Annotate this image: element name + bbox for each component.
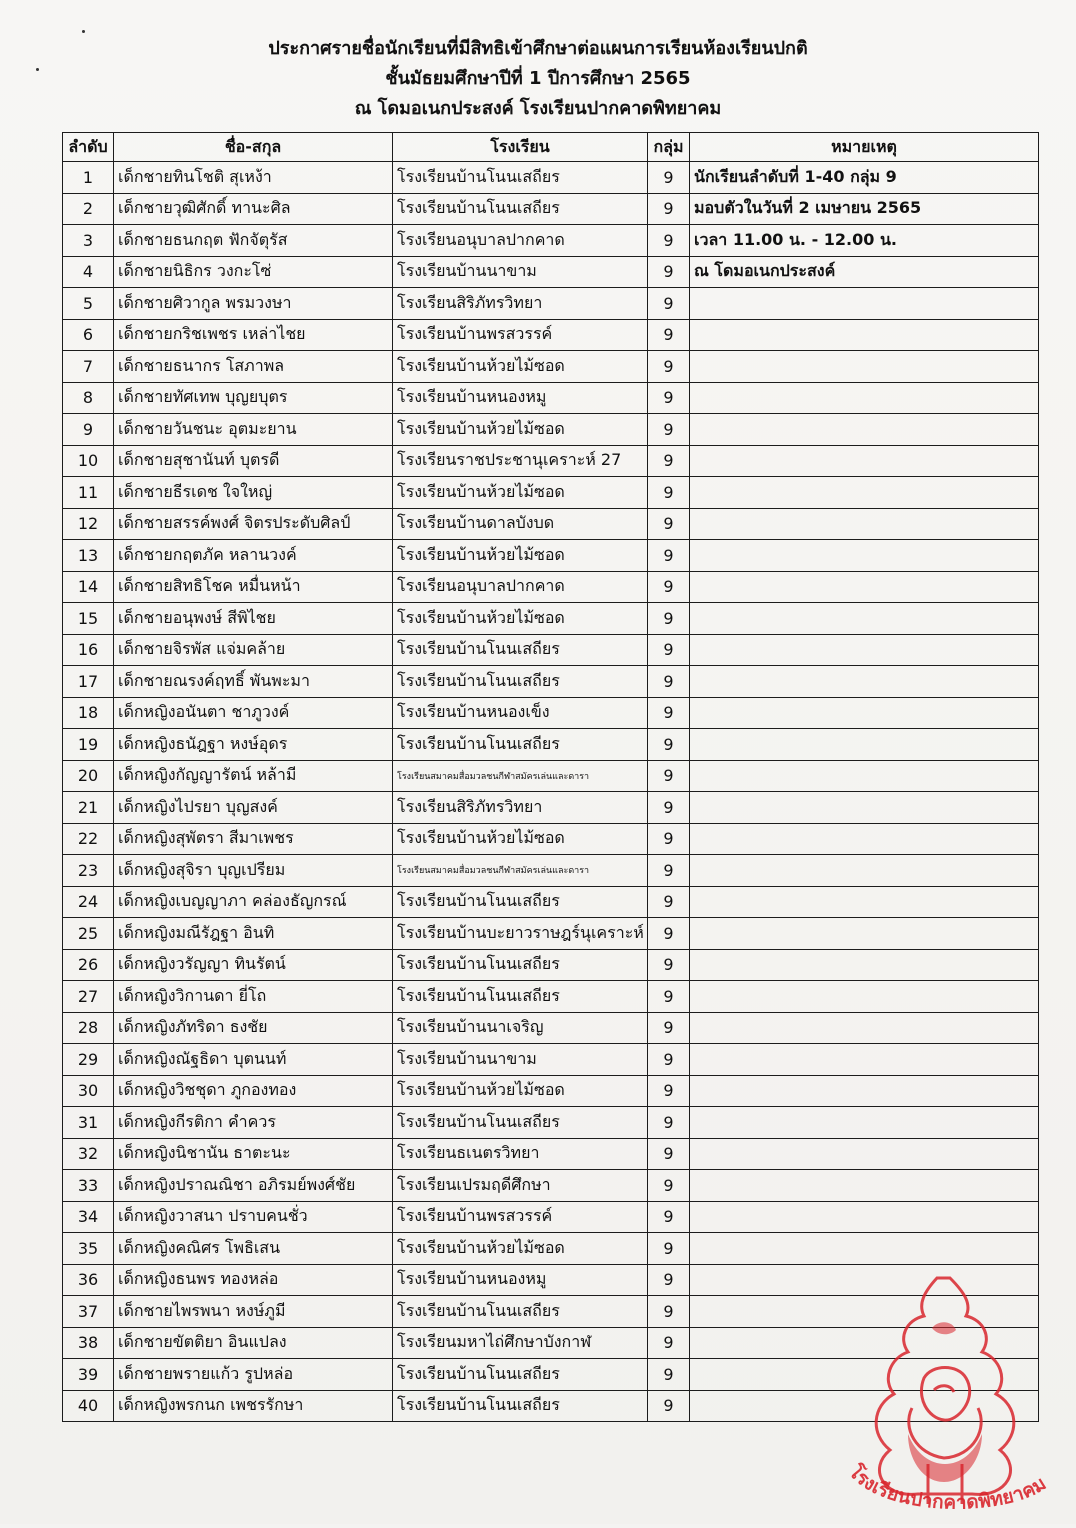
cell-school: โรงเรียนบ้านโนนเสถียร [393,1359,648,1391]
cell-school: โรงเรียนบ้านพรสวรรค์ [393,319,648,351]
cell-student-name: เด็กหญิงเบญญาภา คล่องธัญกรณ์ [114,886,393,918]
cell-student-name: เด็กหญิงธนัฎฐา หงษ์อุดร [114,729,393,761]
cell-student-name: เด็กหญิงปราณณิชา อภิรมย์พงศ์ชัย [114,1170,393,1202]
cell-group: 9 [648,1327,690,1359]
cell-group: 9 [648,477,690,509]
table-row [63,1044,1039,1076]
cell-number: 32 [63,1138,114,1170]
table-row [63,792,1039,824]
cell-group: 9 [648,634,690,666]
cell-number: 17 [63,666,114,698]
cell-number: 12 [63,508,114,540]
cell-note: ณ โดมอเนกประสงค์ [690,256,1039,288]
cell-number: 18 [63,697,114,729]
cell-number: 20 [63,760,114,792]
cell-school: โรงเรียนธเนตรวิทยา [393,1138,648,1170]
cell-number: 25 [63,918,114,950]
cell-student-name: เด็กชายธนากร โสภาพล [114,351,393,383]
cell-number: 6 [63,319,114,351]
cell-school: โรงเรียนอนุบาลปากคาด [393,571,648,603]
cell-number: 16 [63,634,114,666]
cell-group: 9 [648,445,690,477]
cell-school: โรงเรียนบ้านนาเจริญ [393,1012,648,1044]
cell-note [690,603,1039,635]
cell-note [690,855,1039,887]
cell-student-name: เด็กชายขัตติยา อินแปลง [114,1327,393,1359]
table-body [63,162,1039,1422]
table-row [63,319,1039,351]
cell-number: 29 [63,1044,114,1076]
cell-note [690,571,1039,603]
cell-number: 30 [63,1075,114,1107]
header-location: ณ โดมอเนกประสงค์ โรงเรียนปากคาดพิทยาคม [354,98,722,119]
cell-school: โรงเรียนบ้านโนนเสถียร [393,981,648,1013]
table-row [63,477,1039,509]
cell-note [690,445,1039,477]
table-row [63,1012,1039,1044]
cell-school: โรงเรียนบ้านโนนเสถียร [393,1390,648,1422]
cell-group: 9 [648,351,690,383]
cell-note [690,949,1039,981]
cell-group: 9 [648,603,690,635]
cell-note [690,634,1039,666]
cell-note [690,1327,1039,1359]
cell-note [690,508,1039,540]
table-row [63,729,1039,761]
cell-number: 33 [63,1170,114,1202]
cell-student-name: เด็กหญิงวาสนา ปราบคนชั่ว [114,1201,393,1233]
cell-group: 9 [648,540,690,572]
cell-group: 9 [648,382,690,414]
column-header-note: หมายเหตุ [690,133,1039,162]
cell-school: โรงเรียนบ้านโนนเสถียร [393,666,648,698]
cell-note: มอบตัวในวันที่ 2 เมษายน 2565 [690,193,1039,225]
cell-group: 9 [648,697,690,729]
table-row [63,1201,1039,1233]
cell-school: โรงเรียนบ้านหนองเข็ง [393,697,648,729]
cell-student-name: เด็กหญิงวิชชุดา ภูกองทอง [114,1075,393,1107]
cell-number: 3 [63,225,114,257]
cell-student-name: เด็กชายกฤตภัค หลานวงค์ [114,540,393,572]
column-header-school: โรงเรียน [393,133,648,162]
header-title: ประกาศรายชื่อนักเรียนที่มีสิทธิเข้าศึกษาต่อแผนการเรียนห้องเรียนปกติ [268,38,808,59]
cell-school: โรงเรียนบ้านหนองหมู [393,1264,648,1296]
cell-number: 36 [63,1264,114,1296]
cell-school: โรงเรียนบ้านห้วยไม้ซอด [393,540,648,572]
cell-school: โรงเรียนบ้านห้วยไม้ซอด [393,1075,648,1107]
cell-school: โรงเรียนบ้านโนนเสถียร [393,634,648,666]
table-row [63,414,1039,446]
cell-note [690,1201,1039,1233]
cell-number: 9 [63,414,114,446]
cell-student-name: เด็กชายศิวากูล พรมวงษา [114,288,393,320]
cell-note [690,1359,1039,1391]
cell-school: โรงเรียนบ้านโนนเสถียร [393,729,648,761]
cell-student-name: เด็กหญิงวิกานดา ยี่โถ [114,981,393,1013]
cell-group: 9 [648,949,690,981]
cell-number: 27 [63,981,114,1013]
cell-group: 9 [648,256,690,288]
cell-note [690,1012,1039,1044]
cell-note [690,1107,1039,1139]
cell-group: 9 [648,1233,690,1265]
cell-student-name: เด็กหญิงพรกนก เพชรรักษา [114,1390,393,1422]
cell-number: 15 [63,603,114,635]
cell-student-name: เด็กหญิงสุจิรา บุญเปรียม [114,855,393,887]
cell-student-name: เด็กหญิงกีรติกา คำควร [114,1107,393,1139]
cell-student-name: เด็กหญิงคณิศร โพธิเสน [114,1233,393,1265]
cell-note [690,414,1039,446]
cell-note [690,792,1039,824]
table-row [63,1138,1039,1170]
announcement-header [0,34,1076,124]
cell-number: 14 [63,571,114,603]
cell-note [690,288,1039,320]
cell-school: โรงเรียนบ้านโนนเสถียร [393,1296,648,1328]
cell-group: 9 [648,666,690,698]
cell-number: 40 [63,1390,114,1422]
cell-group: 9 [648,162,690,194]
cell-group: 9 [648,225,690,257]
cell-group: 9 [648,1201,690,1233]
cell-number: 21 [63,792,114,824]
table-row [63,351,1039,383]
cell-school: โรงเรียนบ้านบะยาวราษฎร์นุเคราะห์ [393,918,648,950]
cell-number: 34 [63,1201,114,1233]
cell-number: 37 [63,1296,114,1328]
cell-group: 9 [648,1107,690,1139]
cell-number: 8 [63,382,114,414]
cell-group: 9 [648,823,690,855]
cell-school: โรงเรียนบ้านโนนเสถียร [393,949,648,981]
table-row [63,1264,1039,1296]
cell-student-name: เด็กชายสิทธิโชค หมื่นหน้า [114,571,393,603]
cell-school: โรงเรียนบ้านห้วยไม้ซอด [393,603,648,635]
cell-student-name: เด็กชายไพรพนา หงษ์ภูมี [114,1296,393,1328]
table-row [63,540,1039,572]
table-row [63,382,1039,414]
cell-school: โรงเรียนบ้านโนนเสถียร [393,162,648,194]
cell-note [690,382,1039,414]
cell-note [690,666,1039,698]
table-row [63,855,1039,887]
cell-student-name: เด็กชายทัศเทพ บุญยบุตร [114,382,393,414]
cell-school: โรงเรียนบ้านหนองหมู [393,382,648,414]
cell-note [690,697,1039,729]
cell-group: 9 [648,855,690,887]
cell-student-name: เด็กชายวุฒิศักดิ์ ทานะศิล [114,193,393,225]
cell-group: 9 [648,1138,690,1170]
cell-group: 9 [648,1170,690,1202]
table-row [63,823,1039,855]
cell-note [690,981,1039,1013]
cell-group: 9 [648,319,690,351]
cell-student-name: เด็กชายธนกฤต ฟักจัตุรัส [114,225,393,257]
cell-number: 2 [63,193,114,225]
cell-group: 9 [648,886,690,918]
table-row [63,1075,1039,1107]
cell-number: 38 [63,1327,114,1359]
cell-student-name: เด็กหญิงสุพัตรา สีมาเพชร [114,823,393,855]
cell-group: 9 [648,760,690,792]
cell-student-name: เด็กชายสุชานันท์ บุตรดี [114,445,393,477]
cell-number: 10 [63,445,114,477]
table-row [63,949,1039,981]
cell-student-name: เด็กหญิงวรัญญา ทินรัตน์ [114,949,393,981]
column-header-name: ชื่อ-สกุล [114,133,393,162]
cell-student-name: เด็กหญิงไปรยา บุญสงค์ [114,792,393,824]
table-row [63,634,1039,666]
table-row [63,886,1039,918]
cell-school: โรงเรียนสิริภัทรวิทยา [393,288,648,320]
cell-note [690,886,1039,918]
stamp-text: โรงเรียนปากคาดพิทยาคม [844,1461,1051,1514]
cell-note [690,823,1039,855]
cell-school: โรงเรียนบ้านห้วยไม้ซอด [393,414,648,446]
table-row [63,1296,1039,1328]
cell-school: โรงเรียนบ้านห้วยไม้ซอด [393,477,648,509]
cell-note [690,1296,1039,1328]
cell-school: โรงเรียนอนุบาลปากคาด [393,225,648,257]
cell-number: 19 [63,729,114,761]
cell-student-name: เด็กชายกริชเพชร เหล่าไชย [114,319,393,351]
cell-note: เวลา 11.00 น. - 12.00 น. [690,225,1039,257]
cell-number: 26 [63,949,114,981]
table-row [63,225,1039,257]
table-row [63,445,1039,477]
cell-number: 11 [63,477,114,509]
table-row [63,666,1039,698]
cell-student-name: เด็กหญิงกัญญารัตน์ หล้ามี [114,760,393,792]
cell-group: 9 [648,981,690,1013]
cell-school: โรงเรียนราชประชานุเคราะห์ 27 [393,445,648,477]
cell-school: โรงเรียนสมาคมสื่อมวลชนกีฬาสมัครเล่นและดารา [393,855,648,887]
table-row [63,1327,1039,1359]
table-row [63,981,1039,1013]
cell-student-name: เด็กชายอนุพงษ์ สีพิไชย [114,603,393,635]
table-row [63,571,1039,603]
student-roster-table [62,132,1039,1422]
column-header-group: กลุ่ม [648,133,690,162]
cell-student-name: เด็กหญิงภัทริดา ธงชัย [114,1012,393,1044]
cell-note [690,1390,1039,1422]
table-row [63,1233,1039,1265]
cell-number: 13 [63,540,114,572]
table-row [63,1359,1039,1391]
cell-note [690,1075,1039,1107]
table-row [63,193,1039,225]
cell-note [690,319,1039,351]
cell-school: โรงเรียนบ้านโนนเสถียร [393,193,648,225]
header-grade-year: ชั้นมัธยมศึกษาปีที่ 1 ปีการศึกษา 2565 [385,68,691,89]
table-row [63,256,1039,288]
cell-number: 1 [63,162,114,194]
cell-number: 22 [63,823,114,855]
cell-group: 9 [648,508,690,540]
cell-school: โรงเรียนบ้านโนนเสถียร [393,1107,648,1139]
table-row [63,288,1039,320]
cell-school: โรงเรียนสิริภัทรวิทยา [393,792,648,824]
cell-group: 9 [648,792,690,824]
cell-number: 23 [63,855,114,887]
cell-school: โรงเรียนบ้านดาลบังบด [393,508,648,540]
cell-number: 39 [63,1359,114,1391]
cell-student-name: เด็กหญิงณัฐธิดา บุตนนท์ [114,1044,393,1076]
cell-note [690,1170,1039,1202]
table-row [63,1107,1039,1139]
cell-student-name: เด็กชายพรายแก้ว รูปหล่อ [114,1359,393,1391]
cell-group: 9 [648,571,690,603]
cell-number: 7 [63,351,114,383]
table-row [63,603,1039,635]
ink-dot [82,30,85,33]
cell-student-name: เด็กชายสรรค์พงศ์ จิตรประดับศิลป์ [114,508,393,540]
cell-school: โรงเรียนบ้านนาขาม [393,256,648,288]
cell-note [690,760,1039,792]
cell-group: 9 [648,1390,690,1422]
cell-student-name: เด็กชายจิรพัส แจ่มคล้าย [114,634,393,666]
cell-group: 9 [648,193,690,225]
cell-student-name: เด็กหญิงนิชานัน ธาตะนะ [114,1138,393,1170]
cell-note [690,729,1039,761]
cell-number: 31 [63,1107,114,1139]
cell-group: 9 [648,1264,690,1296]
cell-note [690,351,1039,383]
table-row [63,1390,1039,1422]
cell-group: 9 [648,288,690,320]
cell-number: 35 [63,1233,114,1265]
cell-group: 9 [648,1359,690,1391]
table-header-row [63,133,1039,162]
cell-group: 9 [648,729,690,761]
cell-number: 28 [63,1012,114,1044]
cell-student-name: เด็กหญิงธนพร ทองหล่อ [114,1264,393,1296]
cell-school: โรงเรียนบ้านห้วยไม้ซอด [393,351,648,383]
cell-school: โรงเรียนบ้านห้วยไม้ซอด [393,1233,648,1265]
cell-note [690,1138,1039,1170]
column-header-number: ลำดับ [63,133,114,162]
cell-student-name: เด็กชายณรงค์ฤทธิ์ พันพะมา [114,666,393,698]
cell-note [690,1044,1039,1076]
cell-group: 9 [648,1296,690,1328]
cell-note: นักเรียนลำดับที่ 1-40 กลุ่ม 9 [690,162,1039,194]
table-row [63,918,1039,950]
cell-group: 9 [648,1075,690,1107]
cell-number: 24 [63,886,114,918]
cell-school: โรงเรียนบ้านห้วยไม้ซอด [393,823,648,855]
cell-group: 9 [648,414,690,446]
cell-student-name: เด็กหญิงมณีรัฎฐา อินทิ [114,918,393,950]
cell-student-name: เด็กชายวันชนะ อุตมะยาน [114,414,393,446]
table-row [63,760,1039,792]
cell-note [690,1264,1039,1296]
cell-school: โรงเรียนบ้านโนนเสถียร [393,886,648,918]
cell-note [690,918,1039,950]
cell-school: โรงเรียนบ้านพรสวรรค์ [393,1201,648,1233]
cell-student-name: เด็กชายทินโชติ สุเหง้า [114,162,393,194]
cell-note [690,477,1039,509]
cell-group: 9 [648,918,690,950]
cell-student-name: เด็กชายธีรเดช ใจใหญ่ [114,477,393,509]
cell-student-name: เด็กหญิงอนันตา ชาภูวงค์ [114,697,393,729]
cell-school: โรงเรียนบ้านนาขาม [393,1044,648,1076]
cell-school: โรงเรียนสมาคมสื่อมวลชนกีฬาสมัครเล่นและดารา [393,760,648,792]
cell-student-name: เด็กชายนิธิกร วงกะโซ่ [114,256,393,288]
cell-number: 5 [63,288,114,320]
table-row [63,508,1039,540]
table-row [63,162,1039,194]
table-row [63,697,1039,729]
cell-school: โรงเรียนเปรมฤดีศึกษา [393,1170,648,1202]
cell-group: 9 [648,1044,690,1076]
cell-note [690,1233,1039,1265]
cell-school: โรงเรียนมหาไถ่ศึกษาบังกาฬ [393,1327,648,1359]
cell-number: 4 [63,256,114,288]
table-row [63,1170,1039,1202]
cell-note [690,540,1039,572]
cell-group: 9 [648,1012,690,1044]
